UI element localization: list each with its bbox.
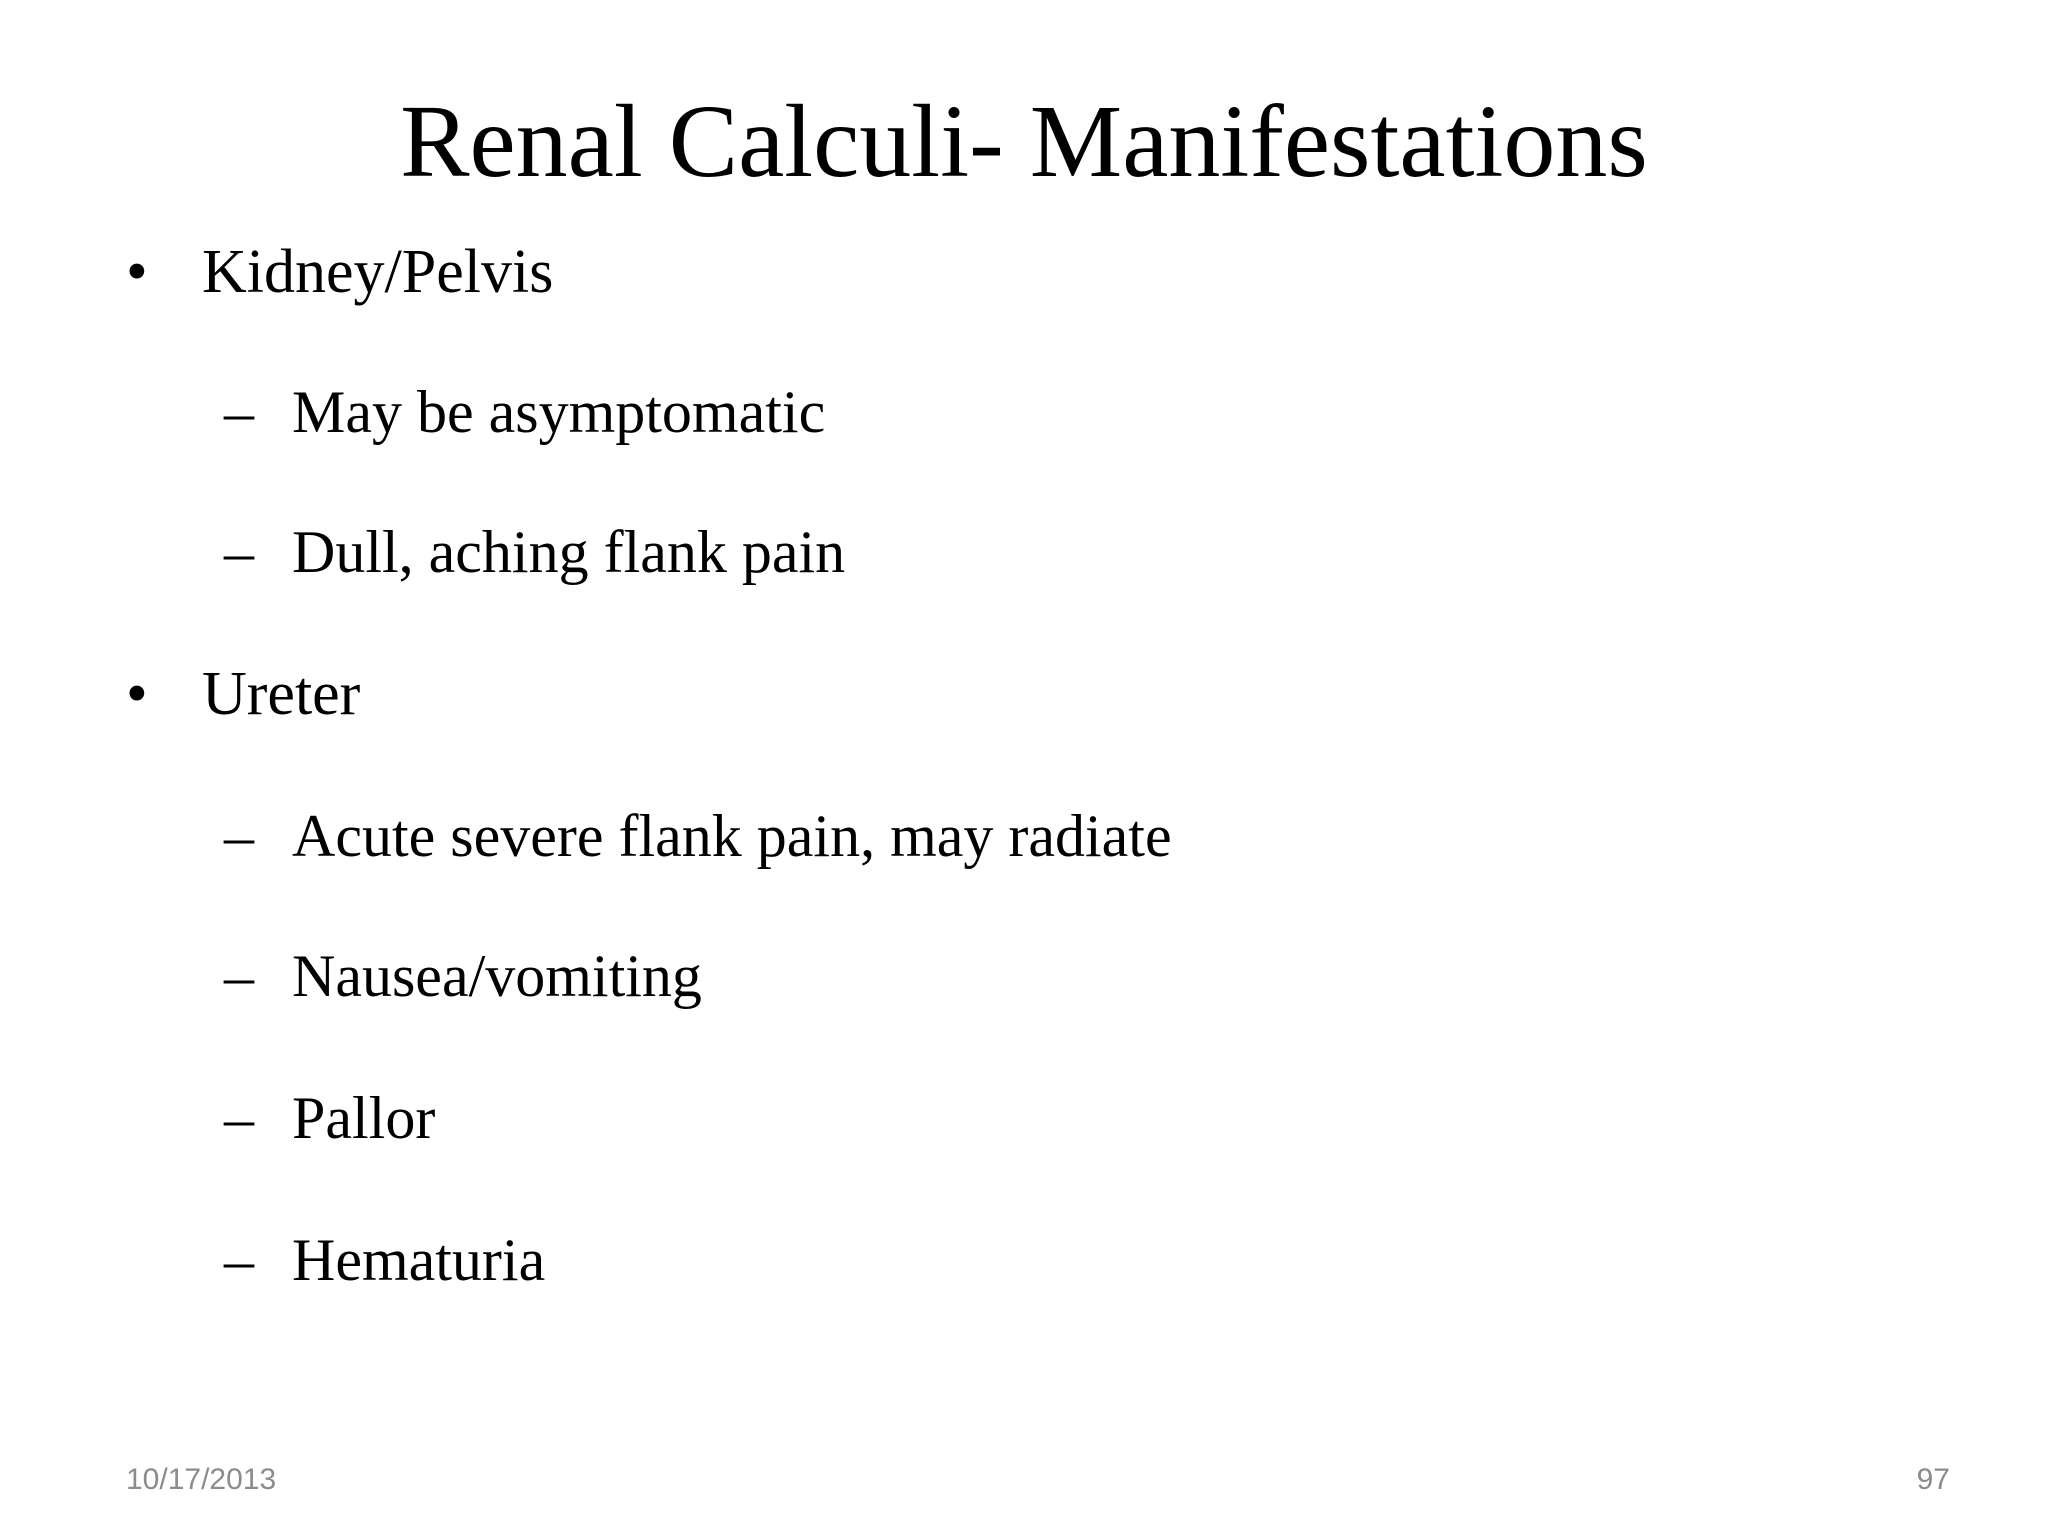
- dash-marker: –: [224, 379, 254, 445]
- sub-item-nausea-vomiting: [224, 936, 702, 1016]
- sub-item-hematuria: [224, 1220, 545, 1300]
- sub-item-text: Hematuria: [292, 1227, 546, 1293]
- sub-item-pallor: [224, 1078, 435, 1158]
- sub-item-dull-flank-pain: [224, 512, 845, 592]
- slide-title: Renal Calculi- Manifestations: [400, 84, 1648, 199]
- bullet-text: Ureter: [202, 660, 361, 728]
- sub-item-text: Nausea/vomiting: [292, 943, 702, 1009]
- sub-item-text: Dull, aching flank pain: [292, 519, 846, 585]
- dash-marker: –: [224, 943, 254, 1009]
- bullet-text: Kidney/Pelvis: [202, 238, 554, 306]
- bullet-item-ureter: [126, 654, 360, 734]
- bullet-marker: •: [126, 238, 148, 306]
- footer-page-number: 97: [1916, 1463, 1950, 1496]
- bullet-item-kidney-pelvis: [126, 232, 553, 312]
- footer-date: 10/17/2013: [126, 1463, 277, 1496]
- dash-marker: –: [224, 1085, 254, 1151]
- sub-item-text: May be asymptomatic: [292, 379, 826, 445]
- dash-marker: –: [224, 803, 254, 869]
- bullet-marker: •: [126, 660, 148, 728]
- sub-item-text: Pallor: [292, 1085, 436, 1151]
- sub-item-asymptomatic: [224, 372, 825, 452]
- dash-marker: –: [224, 519, 254, 585]
- sub-item-acute-flank-pain: [224, 796, 1172, 876]
- dash-marker: –: [224, 1227, 254, 1293]
- sub-item-text: Acute severe flank pain, may radiate: [292, 803, 1172, 869]
